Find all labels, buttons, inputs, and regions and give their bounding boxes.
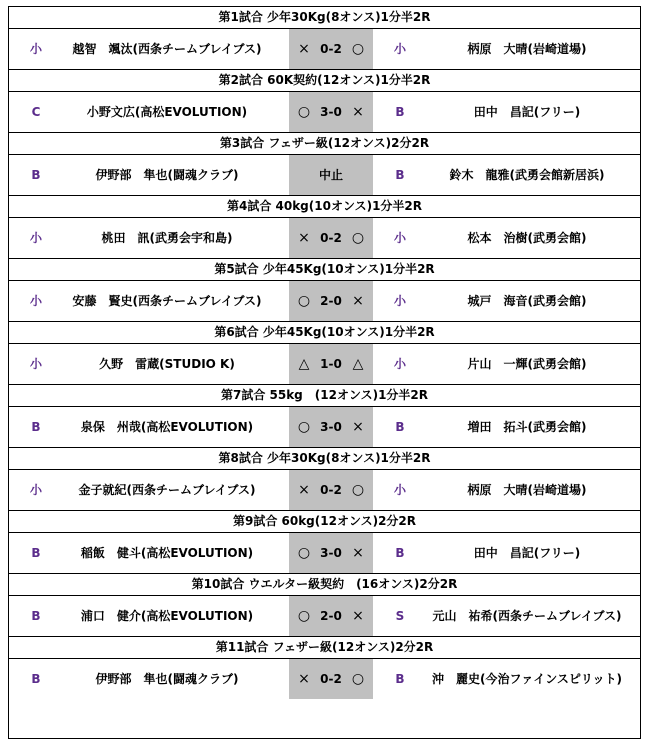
bout-header: 第7試合 55kg (12オンス)1分半2R [9, 385, 640, 407]
left-fighter: 久野 雷蔵(STUDIO K) [99, 357, 235, 371]
left-result-mark: × [298, 230, 310, 246]
left-result-mark: ○ [297, 608, 311, 624]
left-fighter: 伊野部 隼也(闘魂クラブ) [95, 168, 239, 182]
left-class: 小 [29, 294, 42, 308]
bout-row [9, 218, 640, 259]
score: 1-0 [320, 357, 342, 371]
left-class: B [31, 609, 41, 623]
right-result-mark: × [352, 608, 364, 624]
left-fighter: 越智 颯汰(西条チームブレイブス) [72, 42, 262, 56]
bout-row [9, 281, 640, 322]
right-class: B [395, 168, 405, 182]
right-fighter: 田中 昌記(フリー) [473, 546, 581, 560]
left-class: B [31, 168, 41, 182]
bout-row [9, 470, 640, 511]
right-result-mark: ○ [351, 482, 365, 498]
left-result-mark: ○ [297, 293, 311, 309]
left-result-mark: ○ [297, 545, 311, 561]
result-cell [289, 344, 373, 384]
right-fighter: 柄原 大晴(岩崎道場) [467, 483, 587, 497]
bout-header: 第10試合 ウエルター級契約 (16オンス)2分2R [9, 574, 640, 596]
right-class: S [395, 609, 405, 623]
right-class: B [395, 420, 405, 434]
score: 2-0 [320, 609, 342, 623]
left-class: 小 [29, 231, 42, 245]
cancelled-label: 中止 [318, 168, 343, 182]
score: 3-0 [320, 546, 342, 560]
result-cell [289, 155, 373, 195]
right-fighter: 鈴木 龍雅(武勇会館新居浜) [449, 168, 605, 182]
right-result-mark: ○ [351, 671, 365, 687]
left-result-mark: ○ [297, 104, 311, 120]
left-fighter: 金子就紀(西条チームブレイブス) [78, 483, 256, 497]
right-fighter: 城戸 海音(武勇会館) [467, 294, 587, 308]
score: 0-2 [320, 42, 342, 56]
right-fighter: 松本 治樹(武勇会館) [467, 231, 587, 245]
bout-row [9, 596, 640, 637]
result-cell [289, 218, 373, 258]
right-class: B [395, 672, 405, 686]
bout-row [9, 92, 640, 133]
right-result-mark: △ [352, 356, 364, 372]
right-class: B [395, 546, 405, 560]
right-fighter: 元山 祐希(西条チームブレイブス) [432, 609, 622, 623]
left-class: 小 [29, 483, 42, 497]
left-class: B [31, 420, 41, 434]
bout-row [9, 344, 640, 385]
score: 3-0 [320, 420, 342, 434]
right-class: 小 [393, 294, 406, 308]
left-result-mark: △ [298, 356, 310, 372]
left-result-mark: × [298, 41, 310, 57]
right-fighter: 沖 麗史(今治ファインスピリット) [432, 672, 622, 686]
bout-header: 第5試合 少年45Kg(10オンス)1分半2R [9, 259, 640, 281]
left-fighter: 小野文広(高松EVOLUTION) [86, 105, 248, 119]
left-fighter: 浦口 健介(高松EVOLUTION) [80, 609, 254, 623]
right-class: B [395, 105, 405, 119]
right-result-mark: × [352, 104, 364, 120]
left-class: C [31, 105, 41, 119]
left-class: B [31, 672, 41, 686]
result-cell [289, 659, 373, 699]
bout-row [9, 29, 640, 70]
right-result-mark: × [352, 293, 364, 309]
right-result-mark: ○ [351, 41, 365, 57]
result-cell [289, 470, 373, 510]
bout-row [9, 407, 640, 448]
left-fighter: 稲飯 健斗(高松EVOLUTION) [80, 546, 254, 560]
bout-header: 第9試合 60kg(12オンス)2分2R [9, 511, 640, 533]
score: 0-2 [320, 231, 342, 245]
left-fighter: 泉保 州哉(高松EVOLUTION) [80, 420, 254, 434]
score: 3-0 [320, 105, 342, 119]
right-class: 小 [393, 357, 406, 371]
left-fighter: 桃田 訊(武勇会宇和島) [101, 231, 233, 245]
right-class: 小 [393, 483, 406, 497]
result-cell [289, 29, 373, 69]
result-cell [289, 407, 373, 447]
left-result-mark: × [298, 482, 310, 498]
right-result-mark: ○ [351, 230, 365, 246]
right-fighter: 増田 拓斗(武勇会館) [467, 420, 587, 434]
bout-results-sheet [8, 6, 641, 739]
bout-header: 第4試合 40kg(10オンス)1分半2R [9, 196, 640, 218]
right-class: 小 [393, 42, 406, 56]
score: 2-0 [320, 294, 342, 308]
left-result-mark: ○ [297, 419, 311, 435]
left-fighter: 安藤 賢史(西条チームブレイブス) [72, 294, 262, 308]
right-result-mark: × [352, 419, 364, 435]
bout-header: 第11試合 フェザー級(12オンス)2分2R [9, 637, 640, 659]
result-cell [289, 281, 373, 321]
right-fighter: 柄原 大晴(岩崎道場) [467, 42, 587, 56]
bout-header: 第2試合 60K契約(12オンス)1分半2R [9, 70, 640, 92]
bout-row [9, 533, 640, 574]
right-fighter: 片山 一輝(武勇会館) [467, 357, 587, 371]
left-result-mark: × [298, 671, 310, 687]
bout-header: 第6試合 少年45Kg(10オンス)1分半2R [9, 322, 640, 344]
result-cell [289, 533, 373, 573]
left-fighter: 伊野部 隼也(闘魂クラブ) [95, 672, 239, 686]
bout-row [9, 155, 640, 196]
left-class: 小 [29, 42, 42, 56]
bout-header: 第1試合 少年30Kg(8オンス)1分半2R [9, 7, 640, 29]
left-class: B [31, 546, 41, 560]
bout-header: 第3試合 フェザー級(12オンス)2分2R [9, 133, 640, 155]
bout-row [9, 659, 640, 700]
result-cell [289, 92, 373, 132]
right-fighter: 田中 昌記(フリー) [473, 105, 581, 119]
score: 0-2 [320, 483, 342, 497]
result-cell [289, 596, 373, 636]
right-class: 小 [393, 231, 406, 245]
score: 0-2 [320, 672, 342, 686]
right-result-mark: × [352, 545, 364, 561]
bout-header: 第8試合 少年30Kg(8オンス)1分半2R [9, 448, 640, 470]
left-class: 小 [29, 357, 42, 371]
